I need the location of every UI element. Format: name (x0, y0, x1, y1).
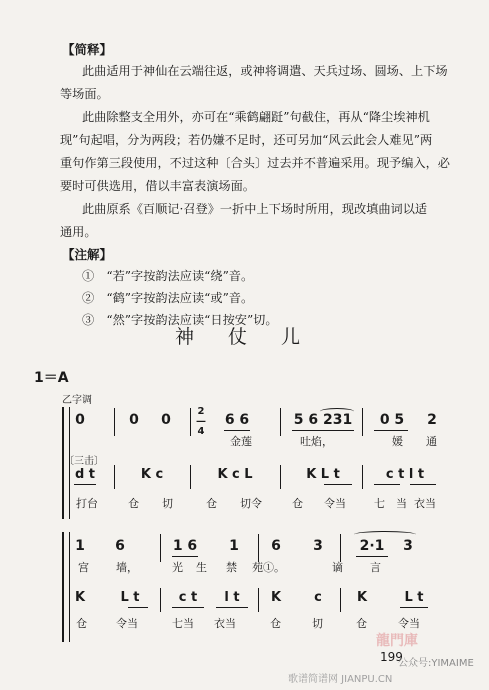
slur (354, 531, 416, 538)
slur (320, 408, 354, 415)
watermark-site: 公众号:YIMAIME (398, 658, 474, 669)
lyric: 媛 (392, 435, 403, 448)
rhythm-symbol: L t (404, 590, 424, 605)
lyric: 宫 (78, 561, 89, 574)
barline (258, 588, 259, 612)
rhythm-symbol: K L t (306, 467, 340, 482)
lyric: 言 (370, 561, 381, 574)
percussion-text: 仓 (206, 497, 217, 510)
note: 1 (75, 538, 85, 554)
percussion-text: 仓 (128, 497, 139, 510)
rhythm-symbol: K c L (217, 467, 253, 482)
percussion-text: 七 (374, 497, 385, 510)
percussion-text: 打台 (76, 497, 98, 510)
rhythm-symbol: L t (120, 590, 140, 605)
system-brace (62, 532, 64, 642)
system-brace (69, 532, 70, 642)
note-item-2: ② “鹤”字按韵法应读“或”音。 (82, 291, 254, 305)
percussion-text: 衣当 (414, 497, 436, 510)
paragraph-2 (60, 106, 465, 198)
lyric: 谪 (332, 561, 343, 574)
lyric: 光 (172, 561, 183, 574)
time-signature: 2 — 4 (196, 406, 206, 437)
paragraph-2-line: 重句作第三段使用，不过这种〔合头〕过去并不普遍采用。现予编入，必 (60, 156, 450, 170)
beam (410, 484, 436, 485)
lyric: 禁 (226, 561, 237, 574)
note: 0 (161, 412, 171, 428)
percussion-text: 切 (312, 617, 323, 630)
rhythm-symbol: c (314, 590, 322, 605)
beam (172, 607, 204, 608)
beam (224, 430, 250, 431)
beam (172, 556, 198, 557)
beam (374, 430, 408, 431)
paragraph-3-line: 此曲原系《百顺记·召登》一折中上下场时所用，现改填曲词以适 (82, 202, 428, 216)
note-item-3: ③ “然”字按韵法应读“日按安”切。 (82, 313, 278, 327)
key-signature: 1＝A (34, 370, 69, 386)
lyric: 通 (426, 435, 437, 448)
lyric: 吐焰， (300, 435, 333, 448)
lyric: 生 (196, 561, 207, 574)
percussion-text: 令当 (398, 617, 420, 630)
rhythm-symbol: c t (178, 590, 198, 605)
percussion-label: 〔三击〕 (64, 456, 104, 467)
barline (340, 588, 341, 612)
barline (190, 465, 191, 489)
percussion-text: 七当 (172, 617, 194, 630)
barline (160, 588, 161, 612)
barline (340, 534, 341, 562)
beam (74, 484, 96, 485)
paragraph-1-line: 此曲适用于神仙在云端往返，或神将调遣、天兵过场、圆场、上下场 (82, 64, 448, 78)
note-item-1: ① “若”字按韵法应读“绕”音。 (82, 269, 254, 283)
note: 1 6 (172, 538, 198, 554)
beam (356, 556, 388, 557)
tune-mode: 乙字调 (62, 395, 92, 406)
note: 3 (313, 538, 323, 554)
zhujie-heading: 【注解】 (62, 247, 113, 262)
note: 6 (115, 538, 125, 554)
page-number: 199 (380, 650, 403, 664)
paragraph-3 (60, 198, 465, 244)
note: 6 6 (224, 412, 250, 428)
rhythm-symbol: K c (140, 467, 164, 482)
percussion-text: 当 (396, 497, 407, 510)
watermark-logo: 龍門庫 (376, 633, 418, 649)
barline (190, 408, 191, 436)
paragraph-3-line: 通用。 (60, 225, 97, 239)
percussion-text: 切令 (240, 497, 262, 510)
lyric: 金莲 (230, 435, 252, 448)
watermark-footer: 歌谱简谱网 JIANPU.CN (288, 674, 393, 685)
note: 6 (271, 538, 281, 554)
paragraph-2-line: 现”句起唱，分为两段；若仍嫌不足时，还可另加“风云此会人难见”两 (60, 133, 433, 147)
beam (324, 484, 352, 485)
paragraph-2-line: 要时可供选用，借以丰富表演场面。 (60, 179, 255, 193)
rhythm-symbol: K (74, 590, 86, 605)
beam (128, 607, 148, 608)
note: 0 5 (379, 412, 405, 428)
percussion-text: 令当 (116, 617, 138, 630)
barline (280, 465, 281, 489)
rhythm-symbol: c t l t (385, 467, 425, 482)
paragraph-2-line: 此曲除整支全用外，亦可在“乘鹤翩跹”句截住，再从“降尘埃神机 (82, 110, 430, 124)
beam (400, 607, 428, 608)
note: 1 (229, 538, 239, 554)
note: 2 (427, 412, 437, 428)
percussion-text: 衣当 (214, 617, 236, 630)
lyric: 墙， (116, 561, 138, 574)
barline (114, 408, 115, 436)
note: 0 (129, 412, 139, 428)
percussion-text: 仓 (356, 617, 367, 630)
beam (216, 607, 248, 608)
paragraph-1 (60, 60, 465, 106)
lyric: 苑①。 (252, 561, 285, 574)
barline (258, 534, 259, 562)
barline (362, 408, 363, 436)
note: 0 (75, 412, 85, 428)
tune-title: 神 仗 儿 (174, 326, 315, 348)
barline (280, 408, 281, 436)
percussion-text: 仓 (292, 497, 303, 510)
note: 2·1 (359, 538, 385, 554)
percussion-text: 仓 (76, 617, 87, 630)
rhythm-symbol: K (270, 590, 282, 605)
rhythm-symbol: d t (74, 467, 96, 482)
rhythm-symbol: l t (224, 590, 240, 605)
barline (114, 465, 115, 489)
barline (362, 465, 363, 489)
percussion-text: 令当 (324, 497, 346, 510)
barline (160, 534, 161, 562)
paragraph-1-line: 等场面。 (60, 87, 109, 101)
percussion-text: 仓 (270, 617, 281, 630)
beam (292, 430, 354, 431)
beam (374, 484, 400, 485)
note: 5 6 231 (293, 412, 353, 428)
jianshi-heading: 【简释】 (62, 42, 113, 57)
note: 3 (403, 538, 413, 554)
rhythm-symbol: K (356, 590, 368, 605)
percussion-text: 切 (162, 497, 173, 510)
